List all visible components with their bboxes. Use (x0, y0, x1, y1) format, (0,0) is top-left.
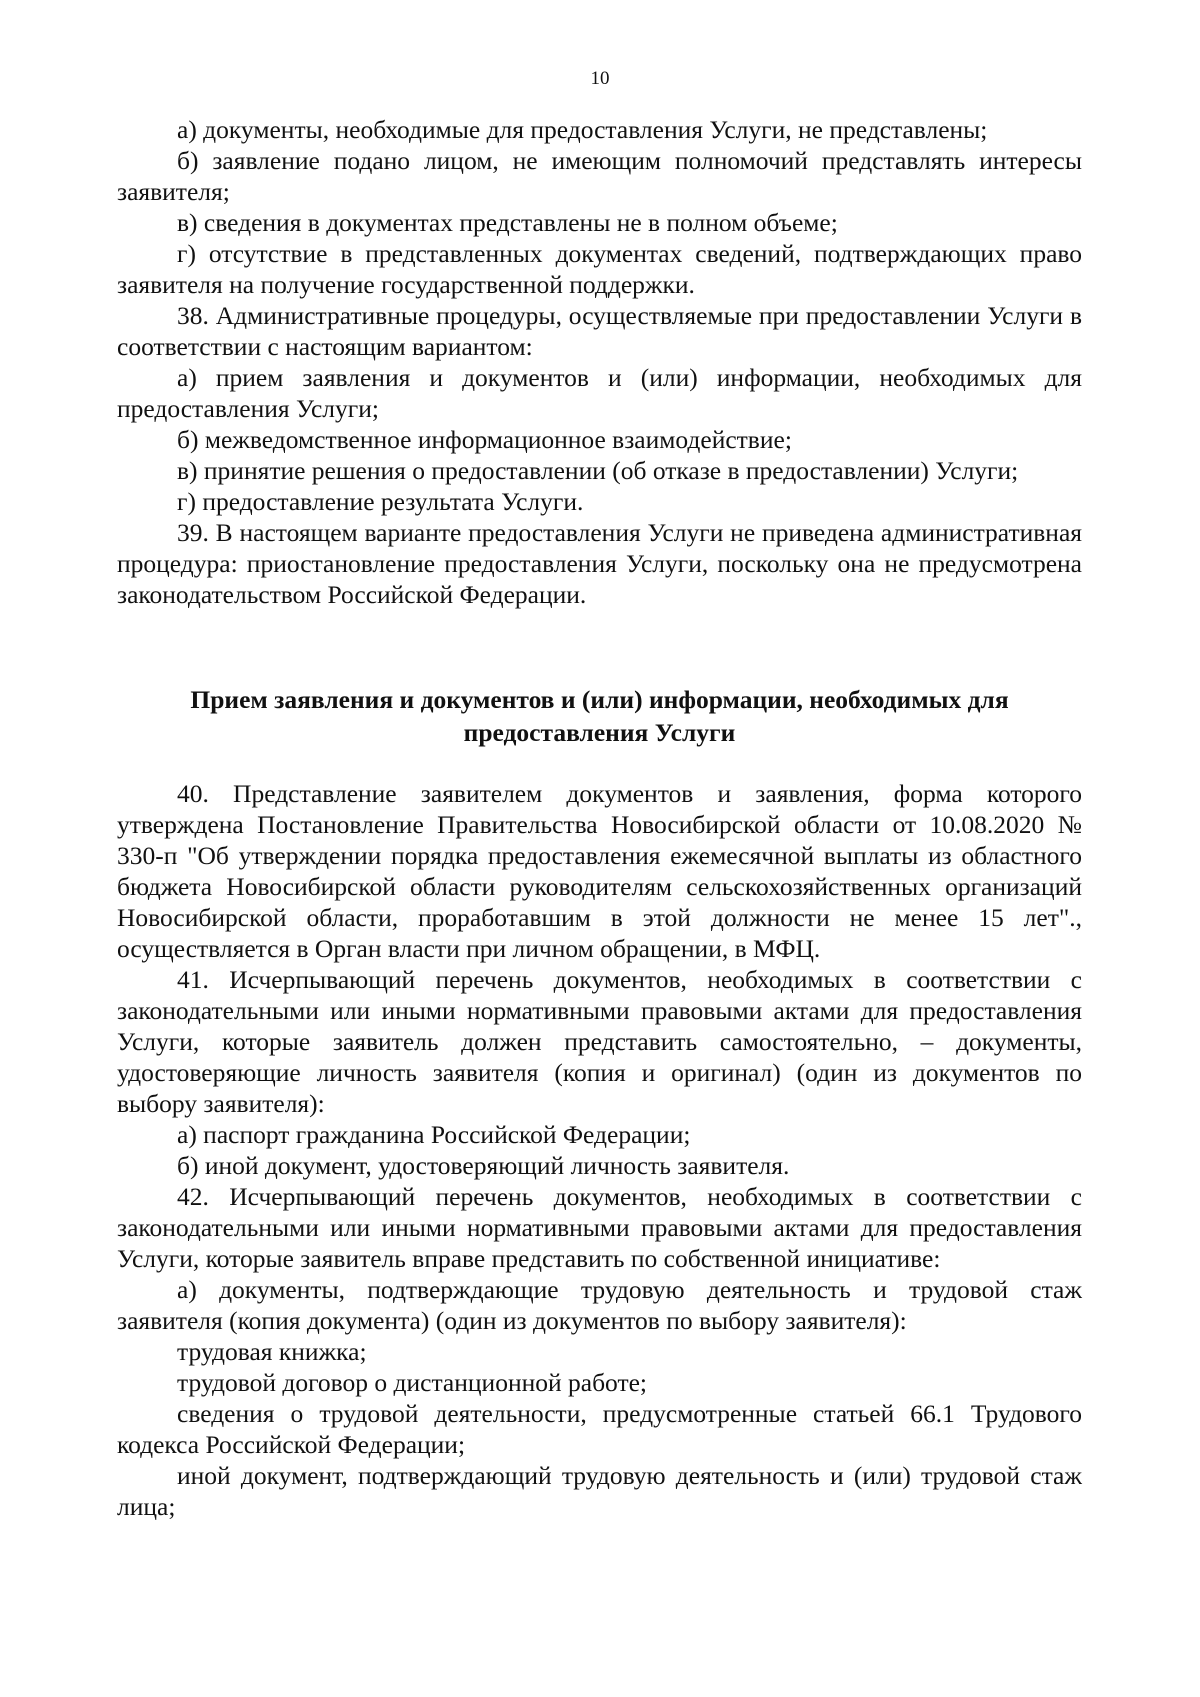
list-item-41b: б) иной документ, удостоверяющий личность заявителя. (177, 1151, 790, 1180)
page-number: 10 (590, 68, 610, 89)
paragraph-40: 40. Представление заявителем документов и заявления, форма которого утверждена Постановление Правительства Новосибирской области от 10.08.2020 № 330-п "Об утверждении порядка предоставления ежемесячной выплаты из областного бюджета Новосибирской области руководителям сельскохозяйственных организаций Новосибирской области, проработавшим в этой должности не менее 15 лет"., осуществляется в Орган власти при личном обращении, в МФЦ. (117, 779, 1082, 963)
list-item-a-docs-not-submitted: а) документы, необходимые для предоставления Услуги, не представлены; (177, 115, 988, 144)
text-block-lower (117, 778, 1082, 1522)
list-item-other-document: иной документ, подтверждающий трудовую деятельность и (или) трудовой стаж лица; (117, 1461, 1082, 1521)
list-item-41a: а) паспорт гражданина Российской Федерации; (177, 1120, 691, 1149)
list-item-labor-info: сведения о трудовой деятельности, предусмотренные статьей 66.1 Трудового кодекса Российской Федерации; (117, 1399, 1082, 1459)
text-block-upper (117, 114, 1082, 610)
list-item-b-no-authority: б) заявление подано лицом, не имеющим полномочий представлять интересы заявителя; (117, 146, 1082, 206)
list-item-work-book: трудовая книжка; (177, 1337, 367, 1366)
list-item-d-missing-info: г) отсутствие в представленных документах сведений, подтверждающих право заявителя на получение государственной поддержки. (117, 239, 1082, 299)
paragraph-41: 41. Исчерпывающий перечень документов, необходимых в соответствии с законодательными или иными нормативными правовыми актами для предоставления Услуги, которые заявитель должен представить самостоятельно, – документы, удостоверяющие личность заявителя (копия и оригинал) (один из документов по выбору заявителя): (117, 965, 1082, 1118)
paragraph-38: 38. Административные процедуры, осуществляемые при предоставлении Услуги в соответствии с настоящим вариантом: (117, 301, 1082, 361)
list-item-38a: а) прием заявления и документов и (или) информации, необходимых для предоставления Услуги; (117, 363, 1082, 423)
paragraph-42: 42. Исчерпывающий перечень документов, необходимых в соответствии с законодательными или иными нормативными правовыми актами для предоставления Услуги, которые заявитель вправе представить по собственной инициативе: (117, 1182, 1082, 1273)
list-item-38c: в) принятие решения о предоставлении (об отказе в предоставлении) Услуги; (177, 456, 1019, 485)
list-item-c-incomplete-info: в) сведения в документах представлены не в полном объеме; (177, 208, 838, 237)
list-item-38b: б) межведомственное информационное взаимодействие; (177, 425, 792, 454)
paragraph-39: 39. В настоящем варианте предоставления Услуги не приведена административная процедура: приостановление предоставления Услуги, поскольку она не предусмотрена законодательством Российской Федерации. (117, 518, 1082, 609)
section-heading: Прием заявления и документов и (или) информации, необходимых для предоставления Услуги (190, 685, 1009, 747)
list-item-42a: а) документы, подтверждающие трудовую деятельность и трудовой стаж заявителя (копия документа) (один из документов по выбору заявителя): (117, 1275, 1082, 1335)
list-item-remote-contract: трудовой договор о дистанционной работе; (177, 1368, 648, 1397)
list-item-38d: г) предоставление результата Услуги. (177, 487, 584, 516)
